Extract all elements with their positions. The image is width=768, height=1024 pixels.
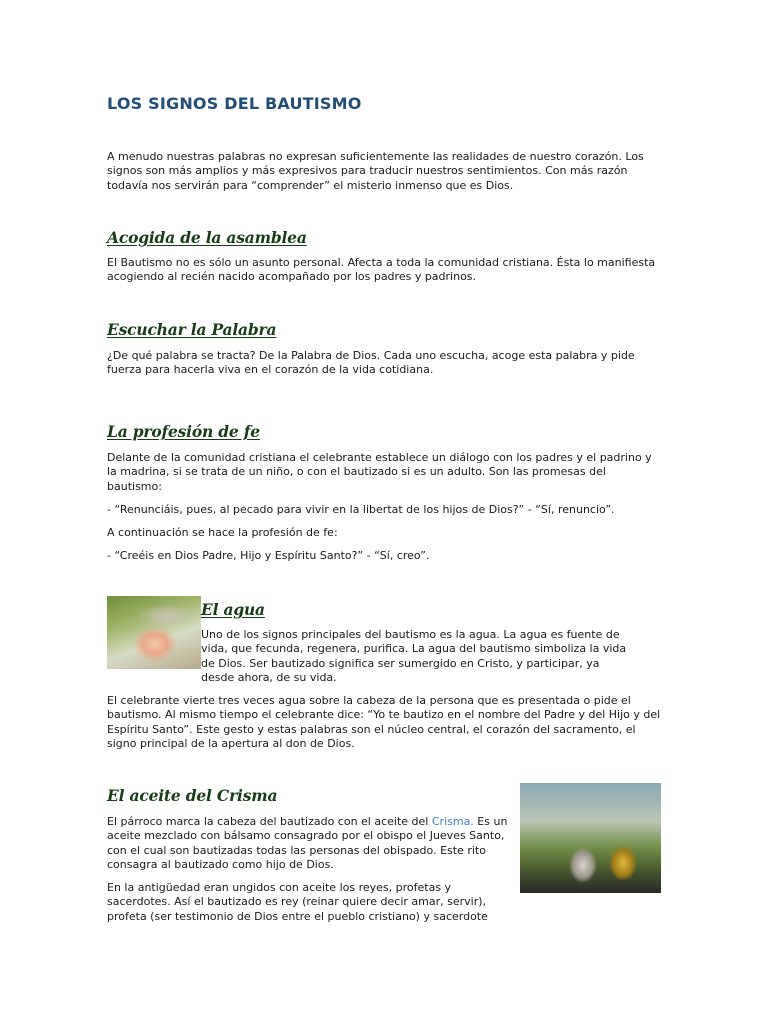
crisma-text-2: En la antigüedad eran ungidos con aceite los reyes, profetas y sacerdotes. Así el bautizado es rey (reinar quiere decir amar, servir), profeta (ser testimonio de Dios entre el pueblo cristiano) y sacerdote	[107, 881, 488, 923]
acogida-text: El Bautismo no es sólo un asunto personal. Afecta a toda la comunidad cristiana. Ésta lo manifiesta acogiendo al recién nacido acompañado por los padres y padrinos.	[107, 256, 656, 284]
section-escuchar	[107, 349, 663, 378]
profesion-text-4: - “Creéis en Dios Padre, Hijo y Espíritu Santo?” - “Sí, creo”.	[107, 549, 430, 562]
profesion-text-2: - “Renunciáis, pues, al pecado para vivir en la libertat de los hijos de Dios?” - “Sí, renuncio”.	[107, 503, 615, 516]
heading-acogida: Acogida de la asamblea	[107, 228, 307, 247]
escuchar-text: ¿De qué palabra se tracta? De la Palabra de Dios. Cada uno escucha, acoge esta palabra y pide fuerza para hacerla viva en el corazón de la vida cotidiana.	[107, 349, 635, 377]
intro-text: A menudo nuestras palabras no expresan suficientemente las realidades de nuestro corazón. Los signos son más amplios y más expresivos para traducir nuestros sentimientos. Con más razón todavía nos servirán para “comprender” el misterio inmenso que es Dios.	[107, 150, 644, 192]
chrism-oil-photo	[520, 783, 661, 893]
section-acogida	[107, 256, 663, 285]
profesion-block-4	[107, 549, 663, 563]
section-agua	[201, 628, 633, 685]
heading-crisma: El aceite del Crisma	[107, 786, 278, 805]
baptism-photo	[107, 596, 201, 669]
crisma-text-1b: Es un aceite mezclado con bálsamo consagrado por el obispo el Jueves Santo, con el cual son bautizadas todas las personas del obispado. Este rito consagra al bautizado como hijo de Dios.	[107, 815, 508, 871]
heading-escuchar: Escuchar la Palabra	[107, 320, 277, 339]
intro-paragraph	[107, 150, 663, 193]
heading-agua: El agua	[201, 600, 265, 619]
agua-text-1: Uno de los signos principales del bautismo es la agua. La agua es fuente de vida, que fecunda, regenera, purifica. La agua del bautismo simboliza la vida de Dios. Ser bautizado significa ser sumergido en Cristo, y participar, ya desde ahora, de su vida.	[201, 628, 627, 684]
section-crisma	[107, 815, 517, 872]
agua-text-2: El celebrante vierte tres veces agua sobre la cabeza de la persona que es presentada o pide el bautismo. Al mismo tiempo el celebrante dice: “Yo te bautizo en el nombre del Padre y del Hijo y del Espíritu Santo”. Este gesto y estas palabras son el núcleo central, el corazón del sacramento, el signo principal de la apertura al don de Dios.	[107, 694, 661, 750]
heading-profesion: La profesión de fe	[107, 422, 260, 441]
section-profesion	[107, 451, 663, 494]
profesion-block-2	[107, 503, 663, 517]
agua-block-2	[107, 694, 663, 751]
profesion-text-3: A continuación se hace la profesión de fe:	[107, 526, 338, 539]
crisma-link[interactable]: Crisma.	[431, 815, 474, 828]
crisma-block-2	[107, 881, 507, 924]
page-title: LOS SIGNOS DEL BAUTISMO	[107, 94, 362, 113]
crisma-text-1a: El párroco marca la cabeza del bautizado con el aceite del	[107, 815, 432, 828]
profesion-text-1: Delante de la comunidad cristiana el celebrante establece un diálogo con los padres y el padrino y la madrina, si se trata de un niño, o con el bautizado si es un adulto. Son las promesas del bautismo:	[107, 451, 652, 493]
crisma-text-1	[107, 815, 517, 872]
profesion-block-3	[107, 526, 663, 540]
